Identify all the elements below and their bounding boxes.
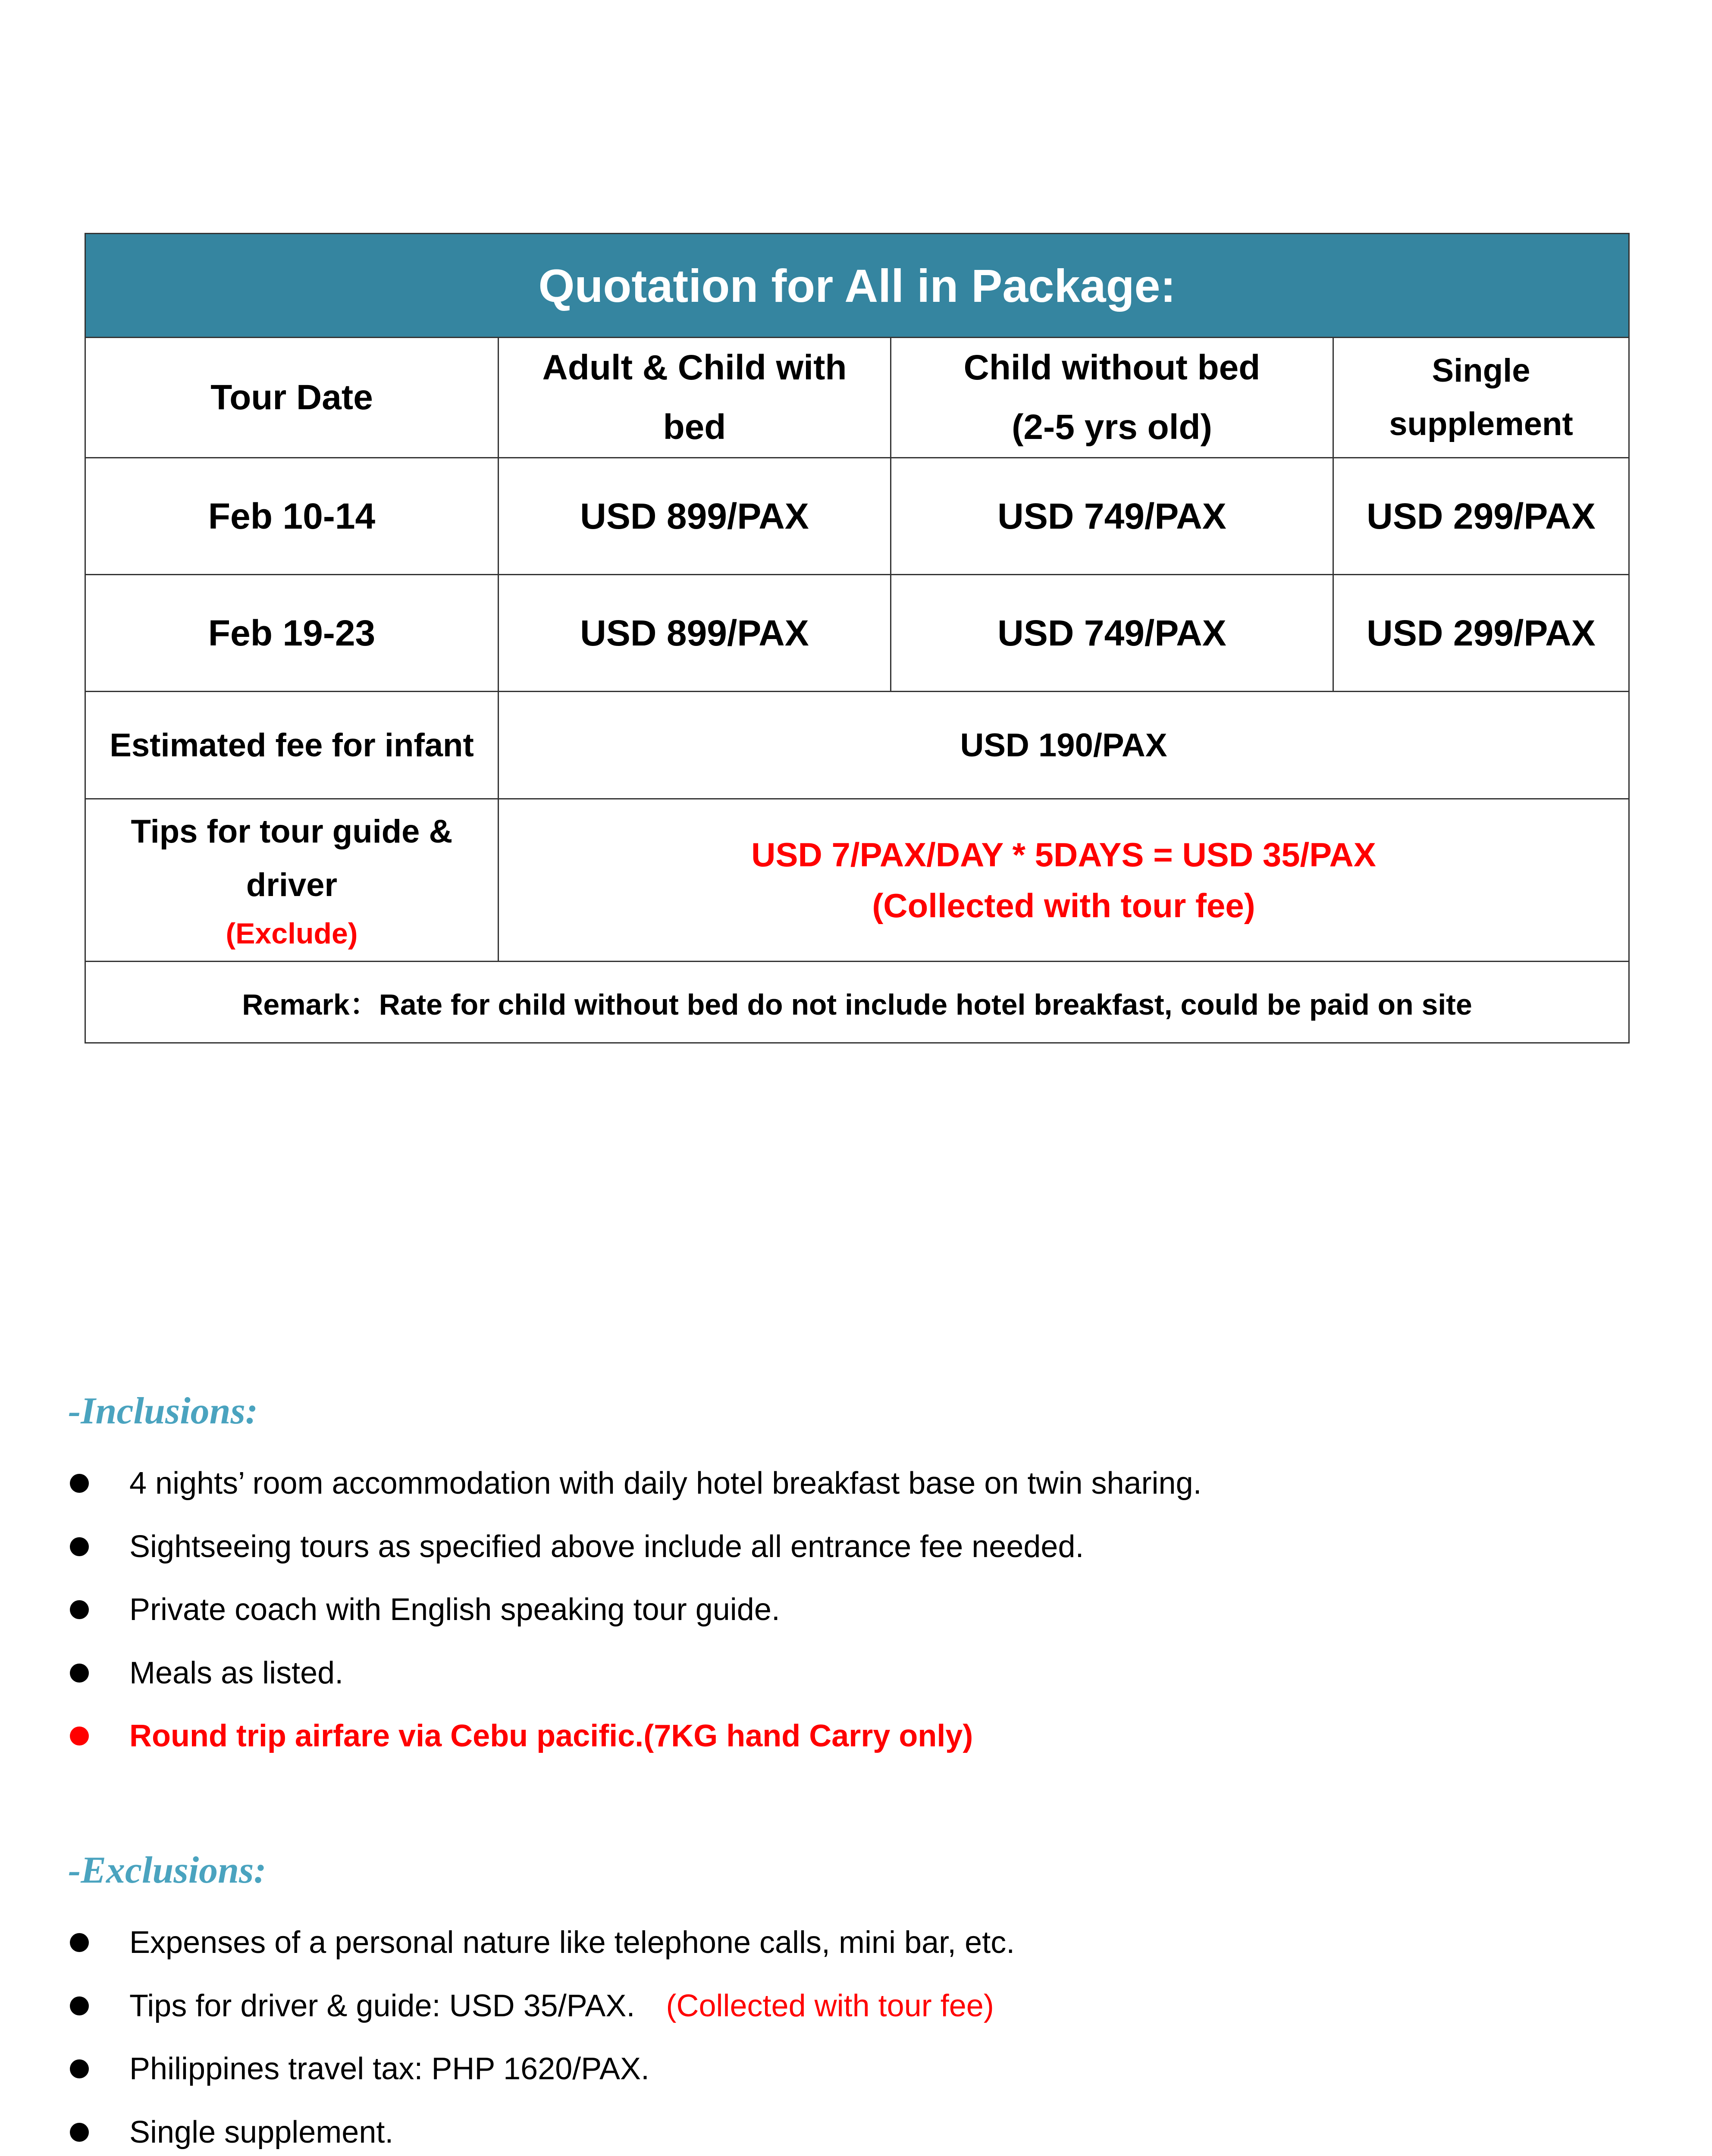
row-date: Feb 10-14 bbox=[85, 458, 499, 575]
inclusions-list bbox=[69, 1462, 1202, 1778]
list-item: Meals as listed. bbox=[69, 1651, 1202, 1715]
quotation-table bbox=[85, 233, 1630, 1044]
infant-value: USD 190/PAX bbox=[499, 692, 1629, 799]
tips-value: USD 7/PAX/DAY * 5DAYS = USD 35/PAX (Collected with tour fee) bbox=[499, 799, 1629, 962]
row-single-price: USD 299/PAX bbox=[1333, 575, 1629, 692]
header-child-without-bed: Child without bed (2-5 yrs old) bbox=[891, 338, 1333, 458]
header-tour-date: Tour Date bbox=[85, 338, 499, 458]
row-single-price: USD 299/PAX bbox=[1333, 458, 1629, 575]
list-item: Single supplement. bbox=[69, 2111, 1015, 2156]
row-child-price: USD 749/PAX bbox=[891, 458, 1333, 575]
table-row bbox=[85, 575, 1629, 692]
header-single-supplement: Single supplement bbox=[1333, 338, 1629, 458]
tips-exclude-note: (Exclude) bbox=[226, 917, 358, 950]
row-adult-price: USD 899/PAX bbox=[499, 575, 891, 692]
remark-text: Remark：Rate for child without bed do not include hotel breakfast, could be paid on site bbox=[85, 962, 1629, 1043]
list-item: Round trip airfare via Cebu pacific.(7KG hand Carry only) bbox=[69, 1714, 1202, 1778]
table-row bbox=[85, 458, 1629, 575]
row-date: Feb 19-23 bbox=[85, 575, 499, 692]
table-header-row bbox=[85, 338, 1629, 458]
tips-collected-note: (Collected with tour fee) bbox=[666, 1988, 994, 2023]
exclusions-title: -Exclusions: bbox=[68, 1849, 267, 1891]
table-title: Quotation for All in Package: bbox=[85, 234, 1629, 338]
list-item: Philippines travel tax: PHP 1620/PAX. bbox=[69, 2047, 1015, 2111]
list-item: Sightseeing tours as specified above include all entrance fee needed. bbox=[69, 1525, 1202, 1589]
header-adult-child: Adult & Child with bed bbox=[499, 338, 891, 458]
remark-row bbox=[85, 962, 1629, 1043]
inclusions-title: -Inclusions: bbox=[68, 1390, 258, 1432]
exclusions-list bbox=[69, 1921, 1015, 2156]
tips-label: Tips for tour guide & driver (Exclude) bbox=[85, 799, 499, 962]
infant-label: Estimated fee for infant bbox=[85, 692, 499, 799]
infant-row bbox=[85, 692, 1629, 799]
list-item: 4 nights’ room accommodation with daily hotel breakfast base on twin sharing. bbox=[69, 1462, 1202, 1525]
tips-row bbox=[85, 799, 1629, 962]
list-item: Tips for driver & guide: USD 35/PAX. (Collected with tour fee) bbox=[69, 1984, 1015, 2048]
list-item: Expenses of a personal nature like telephone calls, mini bar, etc. bbox=[69, 1921, 1015, 1984]
row-adult-price: USD 899/PAX bbox=[499, 458, 891, 575]
list-item: Private coach with English speaking tour guide. bbox=[69, 1588, 1202, 1651]
row-child-price: USD 749/PAX bbox=[891, 575, 1333, 692]
